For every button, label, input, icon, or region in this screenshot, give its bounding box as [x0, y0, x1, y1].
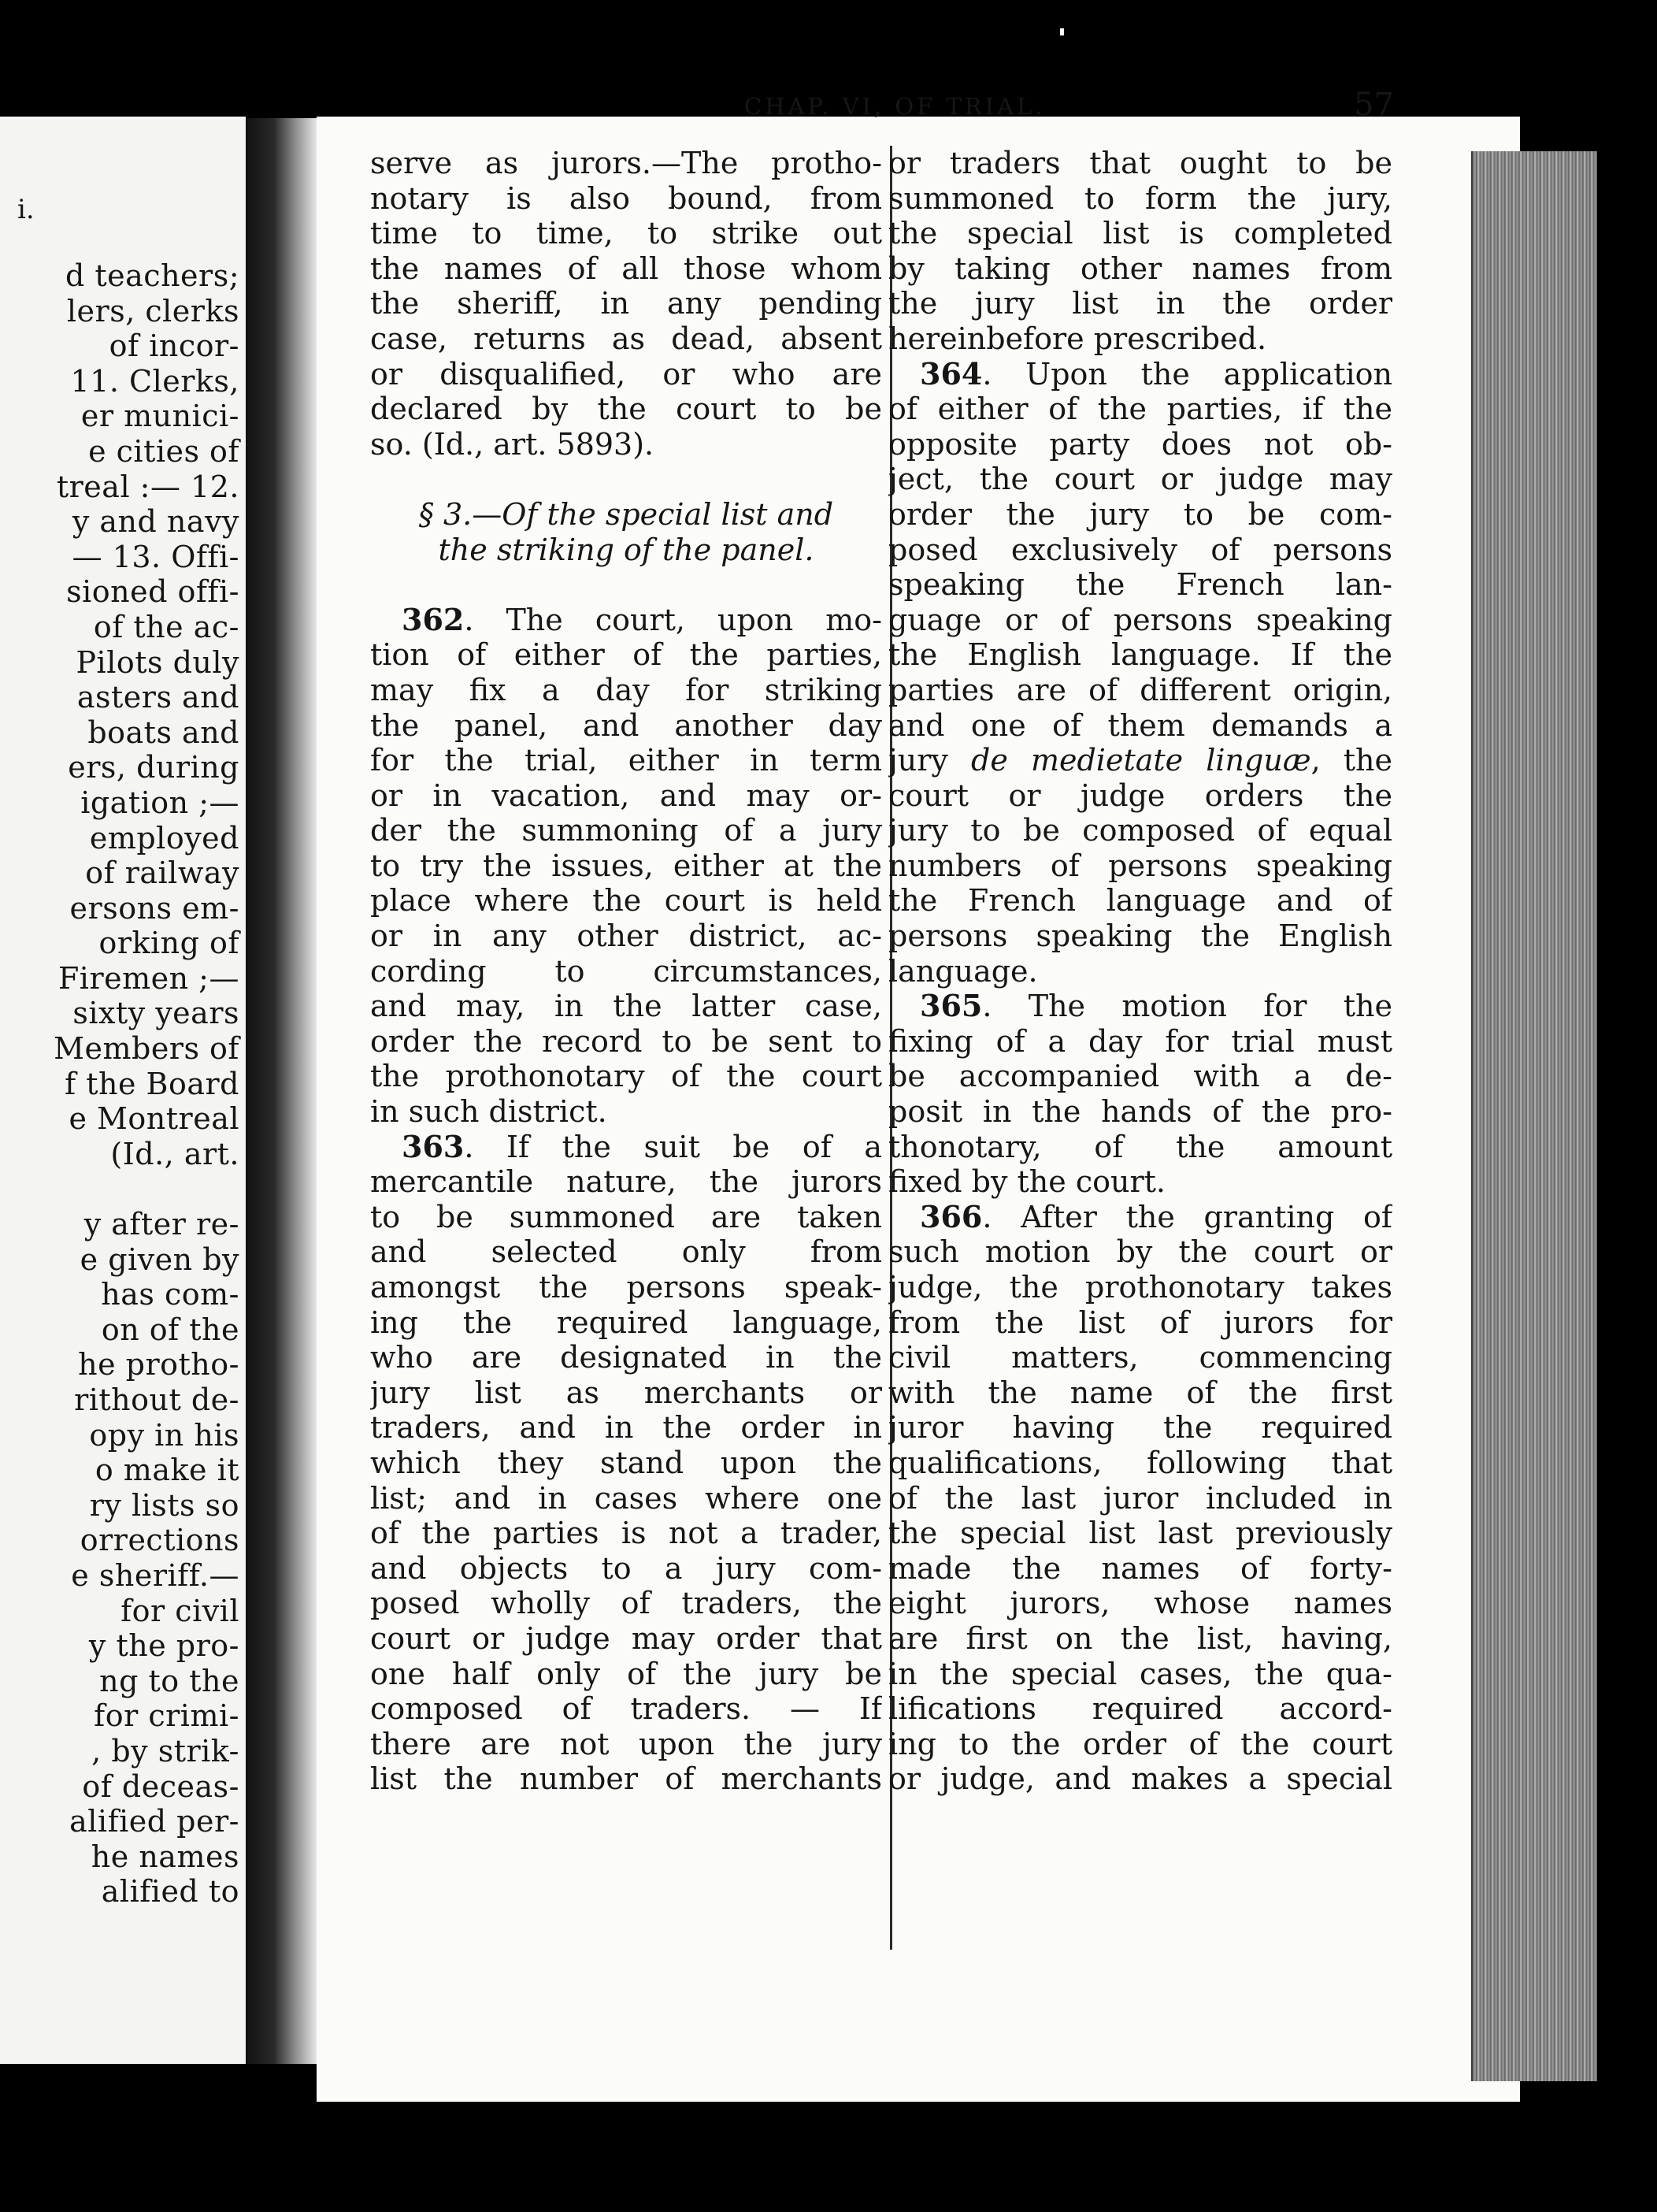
text-line: and may, in the latter case,: [370, 989, 882, 1024]
text-line: list; and in cases where one: [370, 1480, 882, 1516]
previous-page-line: sixty years: [72, 996, 239, 1031]
article-number: 365: [920, 989, 983, 1024]
previous-page-line: rithout de-: [74, 1382, 239, 1417]
text-line: persons speaking the English: [888, 919, 1392, 954]
text-line: qualifications, following that: [888, 1445, 1392, 1480]
previous-page-line: (Id., art.: [110, 1136, 239, 1171]
text-line: numbers of persons speaking: [888, 848, 1392, 883]
text-line: order the jury to be com-: [888, 496, 1392, 532]
previous-page-line: for civil: [120, 1593, 239, 1628]
text-line: posed wholly of traders, the: [370, 1586, 882, 1621]
article-number: 363: [402, 1129, 465, 1164]
previous-page-line: — 13. Offi-: [72, 539, 239, 574]
text-line: the sheriff, in any pending: [370, 286, 882, 321]
previous-page-line: Firemen ;—: [57, 960, 239, 996]
text-line: composed of traders. — If: [370, 1691, 882, 1727]
text-line: so. (Id., art. 5893).: [370, 426, 654, 462]
text-line: such motion by the court or: [888, 1234, 1392, 1270]
text-line: order the record to be sent to: [370, 1023, 882, 1059]
book-gutter: [246, 118, 317, 2064]
previous-page-line: ry lists so: [89, 1487, 239, 1523]
previous-page-line: orking of: [98, 926, 239, 961]
previous-page-line: y and navy: [72, 504, 239, 540]
text-line: language.: [888, 953, 1038, 989]
text-line: to be summoned are taken: [370, 1199, 882, 1234]
previous-page-line: d teachers;: [65, 258, 239, 293]
text-line: who are designated in the: [370, 1340, 882, 1375]
text-line: court or judge orders the: [888, 778, 1392, 813]
text-line: and one of them demands a: [888, 707, 1392, 743]
article-361-continuation: [370, 146, 882, 462]
previous-page-line: Pilots duly: [76, 644, 239, 680]
text-line: or judge, and makes a special: [888, 1761, 1392, 1797]
text-line: the special list last previously: [888, 1516, 1392, 1551]
article-number: 364: [920, 356, 983, 392]
text-line: be accompanied with a de-: [888, 1059, 1392, 1094]
previous-page-line: 11. Clerks,: [70, 363, 239, 399]
section-heading: § 3.—Of the special list and: [418, 496, 834, 532]
page-block-edge: [1471, 151, 1597, 2081]
previous-page-line: o make it: [95, 1453, 239, 1488]
text-line: 362. The court, upon mo-: [402, 602, 882, 637]
text-line: ject, the court or judge may: [888, 462, 1392, 497]
previous-page-line: lers, clerks: [66, 293, 239, 328]
previous-page-line: f the Board: [65, 1066, 239, 1101]
article-364-latin-line: jury de medietate linguæ, the: [888, 743, 1392, 778]
text-line: cording to circumstances,: [370, 953, 882, 989]
previous-page-line: e Montreal: [69, 1101, 239, 1137]
section-heading-cont: the striking of the panel.: [438, 532, 814, 567]
previous-page-line: ers, during: [68, 750, 239, 785]
text-line: there are not upon the jury: [370, 1726, 882, 1761]
text-line: juror having the required: [888, 1410, 1392, 1446]
text-line: lifications required accord-: [888, 1691, 1392, 1727]
text-line: are first on the list, having,: [888, 1620, 1392, 1656]
text-line: ing to the order of the court: [888, 1726, 1392, 1761]
text-line: from the list of jurors for: [888, 1305, 1392, 1340]
text-line: fixed by the court.: [888, 1164, 1166, 1200]
article-364-end: [888, 778, 1392, 989]
previous-page: [0, 117, 246, 2064]
text-line: opposite party does not ob-: [888, 426, 1392, 462]
previous-page-line: e sheriff.—: [71, 1557, 239, 1593]
text-line: and objects to a jury com-: [370, 1550, 882, 1586]
text-line: 364. Upon the application: [920, 356, 1392, 392]
text-line: or disqualified, or who are: [370, 356, 882, 392]
text-line: list the number of merchants: [370, 1761, 882, 1797]
text-line: jury to be composed of equal: [888, 813, 1392, 848]
article-number: 366: [920, 1199, 983, 1234]
text-line: 366. After the granting of: [920, 1199, 1392, 1234]
previous-page-line: alified per-: [69, 1804, 239, 1839]
text-line: mercantile nature, the jurors: [370, 1164, 882, 1200]
text-line: notary is also bound, from: [370, 180, 882, 216]
previous-page-line: ng to the: [99, 1663, 239, 1698]
text-line: serve as jurors.—The protho-: [370, 146, 882, 180]
previous-page-line: e given by: [80, 1241, 239, 1277]
text-line: ing the required language,: [370, 1305, 882, 1340]
article-363-continuation: [888, 146, 1392, 357]
article-362: [370, 603, 882, 1130]
previous-page-line: of incor-: [109, 328, 239, 364]
text-line: place where the court is held: [370, 883, 882, 919]
text-line: parties are of different origin,: [888, 672, 1392, 707]
text-line: may fix a day for striking: [370, 672, 882, 707]
text-line: the jury list in the order: [888, 286, 1392, 321]
text-line: made the names of forty-: [888, 1550, 1392, 1586]
left-column: [370, 146, 882, 1797]
text-line: jury list as merchants or: [370, 1375, 882, 1410]
previous-page-line: ersons em-: [69, 890, 239, 926]
previous-page-line: [0, 1171, 244, 1207]
text-line: of the parties is not a trader,: [370, 1516, 882, 1551]
previous-page-line: y after re-: [83, 1207, 239, 1242]
previous-page-line: Members of: [54, 1031, 239, 1067]
text-line: which they stand upon the: [370, 1445, 882, 1480]
previous-page-line: y the pro-: [88, 1628, 239, 1664]
previous-page-folio: i.: [17, 194, 35, 225]
previous-page-line: sioned offi-: [66, 574, 239, 610]
chapter-title: CHAP. VI, OF TRIAL.: [744, 93, 1046, 120]
article-number: 362: [402, 602, 465, 637]
previous-page-line: employed: [89, 820, 239, 855]
text-line: amongst the persons speak-: [370, 1270, 882, 1305]
text-line: eight jurors, whose names: [888, 1586, 1392, 1621]
page-number: 57: [1354, 87, 1394, 123]
text-line: hereinbefore prescribed.: [888, 321, 1267, 356]
text-line: the special list is completed: [888, 216, 1392, 251]
article-364: [888, 357, 1392, 744]
text-line: to try the issues, either at the: [370, 848, 882, 883]
text-line: the French language and of: [888, 883, 1392, 919]
previous-page-line: for crimi-: [94, 1698, 239, 1734]
text-line: posit in the hands of the pro-: [888, 1094, 1392, 1130]
text-line: with the name of the first: [888, 1375, 1392, 1410]
previous-page-line: on of the: [101, 1312, 239, 1347]
text-line: 365. The motion for the: [920, 989, 1392, 1024]
previous-page-line: er munici-: [80, 399, 239, 434]
text-line: one half only of the jury be: [370, 1656, 882, 1691]
text-line: and selected only from: [370, 1234, 882, 1270]
latin-phrase: de medietate linguæ: [971, 743, 1311, 778]
previous-page-line: of railway: [85, 855, 239, 891]
text-line: the English language. If the: [888, 637, 1392, 673]
text-line: the names of all those whom: [370, 251, 882, 286]
text-line: guage or of persons speaking: [888, 602, 1392, 637]
previous-page-line: of the ac-: [93, 609, 239, 644]
previous-page-line: boats and: [87, 714, 239, 750]
article-366: [888, 1200, 1392, 1797]
text-line: judge, the prothonotary takes: [888, 1270, 1392, 1305]
text-line: posed exclusively of persons: [888, 532, 1392, 567]
previous-page-line: asters and: [76, 680, 239, 715]
text-line: court or judge may order that: [370, 1620, 882, 1656]
text-line: or in any other district, ac-: [370, 919, 882, 954]
previous-page-line: , by strik-: [91, 1733, 239, 1768]
text-line: by taking other names from: [888, 251, 1392, 286]
text-line: speaking the French lan-: [888, 567, 1392, 603]
previous-page-line: he protho-: [78, 1347, 239, 1382]
previous-page-line: igation ;—: [80, 785, 239, 820]
text-line: traders, and in the order in: [370, 1410, 882, 1446]
article-363: [370, 1130, 882, 1797]
text-line: the prothonotary of the court: [370, 1059, 882, 1094]
text-line: for the trial, either in term: [370, 743, 882, 778]
text-line: or traders that ought to be: [888, 146, 1392, 180]
text-line: or in vacation, and may or-: [370, 778, 882, 813]
text-line: declared by the court to be: [370, 392, 882, 427]
previous-page-line: of deceas-: [82, 1768, 239, 1804]
text-line: 363. If the suit be of a: [402, 1129, 882, 1164]
running-head: [425, 87, 1394, 134]
text-line: tion of either of the parties,: [370, 637, 882, 673]
text-line: time to time, to strike out: [370, 216, 882, 251]
right-column: [888, 146, 1392, 1797]
text-line: civil matters, commencing: [888, 1340, 1392, 1375]
text-line: of either of the parties, if the: [888, 392, 1392, 427]
text-line: in such district.: [370, 1094, 607, 1130]
text-line: in the special cases, the qua-: [888, 1656, 1392, 1691]
previous-page-line: alified to: [101, 1874, 239, 1910]
article-365: [888, 989, 1392, 1200]
previous-page-line: orrections: [80, 1523, 239, 1558]
text-line: der the summoning of a jury: [370, 813, 882, 848]
text-line: summoned to form the jury,: [888, 180, 1392, 216]
text-line: thonotary, of the amount: [888, 1129, 1392, 1164]
previous-page-line: treal :— 12.: [56, 469, 239, 504]
text-line: fixing of a day for trial must: [888, 1023, 1392, 1059]
scan-speck: [1060, 28, 1064, 35]
text-line: of the last juror included in: [888, 1480, 1392, 1516]
text-line: the panel, and another day: [370, 707, 882, 743]
previous-page-line: he names: [91, 1839, 239, 1874]
previous-page-line: has com-: [101, 1277, 239, 1312]
previous-page-line: opy in his: [89, 1417, 239, 1453]
text-line: case, returns as dead, absent: [370, 321, 882, 356]
previous-page-text: [0, 258, 244, 1910]
previous-page-line: e cities of: [88, 433, 239, 469]
